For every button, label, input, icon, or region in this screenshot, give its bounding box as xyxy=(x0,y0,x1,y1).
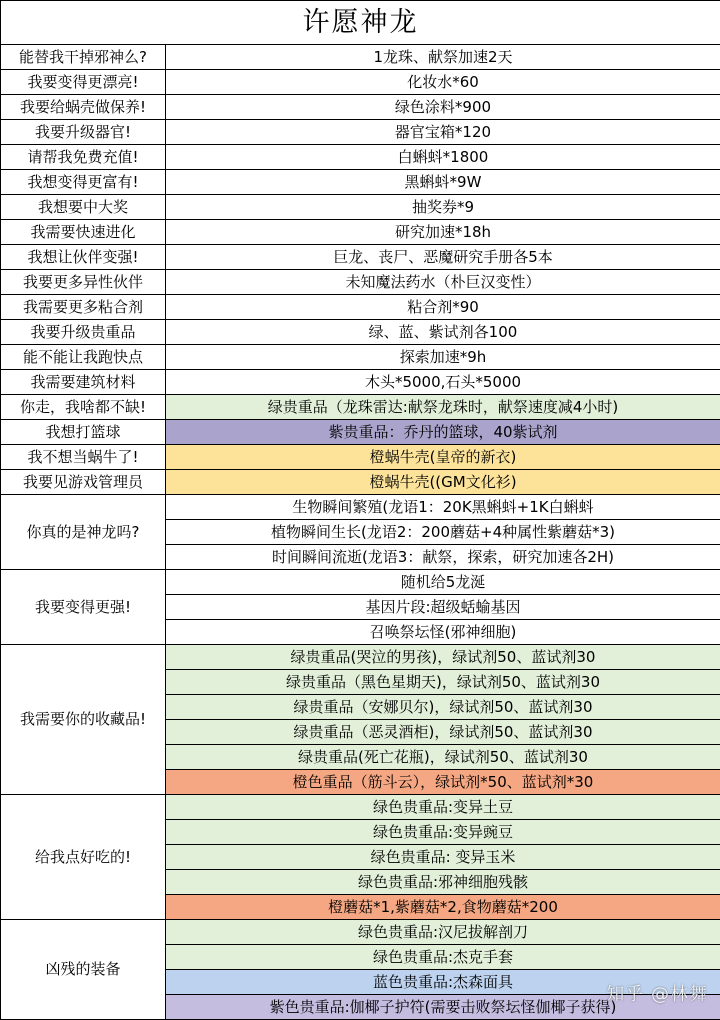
wish-group-cell: 凶残的装备 xyxy=(1,920,166,1020)
table-row xyxy=(1,320,720,345)
reward-cell-green: 绿贵重品（黑色星期天)，绿试剂50、蓝试剂30 xyxy=(166,670,720,695)
table-row xyxy=(1,70,720,95)
table-row xyxy=(1,795,720,820)
table-row xyxy=(1,45,720,70)
reward-cell-yellow: 橙蜗牛壳((GM文化衫) xyxy=(166,470,720,495)
wish-cell: 我需要更多粘合剂 xyxy=(1,295,166,320)
table-row xyxy=(1,120,720,145)
reward-cell: 时间瞬间流逝(龙语3：献祭，探索，研究加速各2H) xyxy=(166,545,720,570)
reward-cell: 1龙珠、献祭加速2天 xyxy=(166,45,720,70)
reward-cell-green: 绿色贵重品:杰克手套 xyxy=(166,945,720,970)
wish-cell: 能替我干掉邪神么? xyxy=(1,45,166,70)
table-row xyxy=(1,220,720,245)
reward-cell-orange: 橙色重品（筋斗云），绿试剂*50、蓝试剂*30 xyxy=(166,770,720,795)
wish-group-cell: 你真的是神龙吗? xyxy=(1,495,166,570)
wish-cell: 能不能让我跑快点 xyxy=(1,345,166,370)
table-row xyxy=(1,495,720,520)
reward-cell-green: 绿色贵重品:汉尼拔解剖刀 xyxy=(166,920,720,945)
table-row xyxy=(1,645,720,670)
wish-cell: 我不想当蜗牛了! xyxy=(1,445,166,470)
watermark: 知乎 @林舞 xyxy=(606,980,708,1006)
wish-cell: 请帮我免费充值! xyxy=(1,145,166,170)
wish-cell: 我需要快速进化 xyxy=(1,220,166,245)
reward-cell: 召唤祭坛怪(邪神细胞) xyxy=(166,620,720,645)
reward-cell: 抽奖券*9 xyxy=(166,195,720,220)
reward-cell-green: 绿贵重品(死亡花瓶)，绿试剂50、蓝试剂30 xyxy=(166,745,720,770)
reward-cell: 研究加速*18h xyxy=(166,220,720,245)
reward-cell: 随机给5龙涎 xyxy=(166,570,720,595)
reward-cell-green: 绿贵重品（恶灵酒柜)，绿试剂50、蓝试剂30 xyxy=(166,720,720,745)
reward-cell-yellow: 橙蜗牛壳(皇帝的新衣) xyxy=(166,445,720,470)
reward-cell: 器官宝箱*120 xyxy=(166,120,720,145)
reward-cell: 生物瞬间繁殖(龙语1：20K黑蝌蚪+1K白蝌蚪 xyxy=(166,495,720,520)
wish-cell: 我要升级器官! xyxy=(1,120,166,145)
table-row xyxy=(1,420,720,445)
table-row xyxy=(1,270,720,295)
table-row xyxy=(1,570,720,595)
table-row xyxy=(1,445,720,470)
title-row xyxy=(1,1,720,45)
table-row xyxy=(1,170,720,195)
wish-group-cell: 我需要你的收藏品! xyxy=(1,645,166,795)
wish-cell: 我要给蜗壳做保养! xyxy=(1,95,166,120)
reward-cell-green: 绿色贵重品: 变异玉米 xyxy=(166,845,720,870)
wish-cell: 我要变得更漂亮! xyxy=(1,70,166,95)
page-title: 许愿神龙 xyxy=(1,1,720,45)
table-row xyxy=(1,95,720,120)
wish-cell: 我想变得更富有! xyxy=(1,170,166,195)
reward-cell: 基因片段:超级蛞蝓基因 xyxy=(166,595,720,620)
reward-cell: 绿、蓝、紫试剂各100 xyxy=(166,320,720,345)
reward-cell: 巨龙、丧尸、恶魔研究手册各5本 xyxy=(166,245,720,270)
table-row xyxy=(1,295,720,320)
table-row xyxy=(1,370,720,395)
reward-cell-orange: 橙蘑菇*1,紫蘑菇*2,食物蘑菇*200 xyxy=(166,895,720,920)
table-row xyxy=(1,245,720,270)
wish-group-cell: 给我点好吃的! xyxy=(1,795,166,920)
reward-cell: 化妆水*60 xyxy=(166,70,720,95)
reward-cell: 白蝌蚪*1800 xyxy=(166,145,720,170)
wish-cell: 我想让伙伴变强! xyxy=(1,245,166,270)
reward-cell: 探索加速*9h xyxy=(166,345,720,370)
wish-cell: 我要更多异性伙伴 xyxy=(1,270,166,295)
wish-cell: 我要升级贵重品 xyxy=(1,320,166,345)
wish-cell: 我需要建筑材料 xyxy=(1,370,166,395)
reward-cell: 黑蝌蚪*9W xyxy=(166,170,720,195)
reward-cell-green: 绿色贵重品:邪神细胞残骸 xyxy=(166,870,720,895)
reward-cell-green: 绿贵重品（龙珠雷达:献祭龙珠时，献祭速度减4小时) xyxy=(166,395,720,420)
wish-cell: 我想打篮球 xyxy=(1,420,166,445)
table-row xyxy=(1,145,720,170)
table-row xyxy=(1,395,720,420)
wish-cell: 我要见游戏管理员 xyxy=(1,470,166,495)
reward-cell: 木头*5000,石头*5000 xyxy=(166,370,720,395)
reward-cell-green: 绿贵重品（安娜贝尔)，绿试剂50、蓝试剂30 xyxy=(166,695,720,720)
reward-cell: 粘合剂*90 xyxy=(166,295,720,320)
table-row xyxy=(1,470,720,495)
reward-cell-purple: 紫贵重品：乔丹的篮球，40紫试剂 xyxy=(166,420,720,445)
reward-cell: 绿色涂料*900 xyxy=(166,95,720,120)
wish-cell: 我想要中大奖 xyxy=(1,195,166,220)
wish-group-cell: 我要变得更强! xyxy=(1,570,166,645)
reward-cell-purple: 紫色贵重品:伽椰子护符(需要击败祭坛怪伽椰子获得) xyxy=(166,995,720,1020)
reward-cell-green: 绿色贵重品:变异豌豆 xyxy=(166,820,720,845)
table-row xyxy=(1,345,720,370)
wish-cell: 你走，我啥都不缺! xyxy=(1,395,166,420)
reward-cell-green: 绿贵重品(哭泣的男孩)，绿试剂50、蓝试剂30 xyxy=(166,645,720,670)
table-row xyxy=(1,195,720,220)
reward-cell-green: 绿色贵重品:变异土豆 xyxy=(166,795,720,820)
reward-cell-blue: 蓝色贵重品:杰森面具 xyxy=(166,970,720,995)
reward-cell: 未知魔法药水（朴巨汉变性） xyxy=(166,270,720,295)
table-row xyxy=(1,920,720,945)
reward-cell: 植物瞬间生长(龙语2：200蘑菇+4种属性紫蘑菇*3) xyxy=(166,520,720,545)
